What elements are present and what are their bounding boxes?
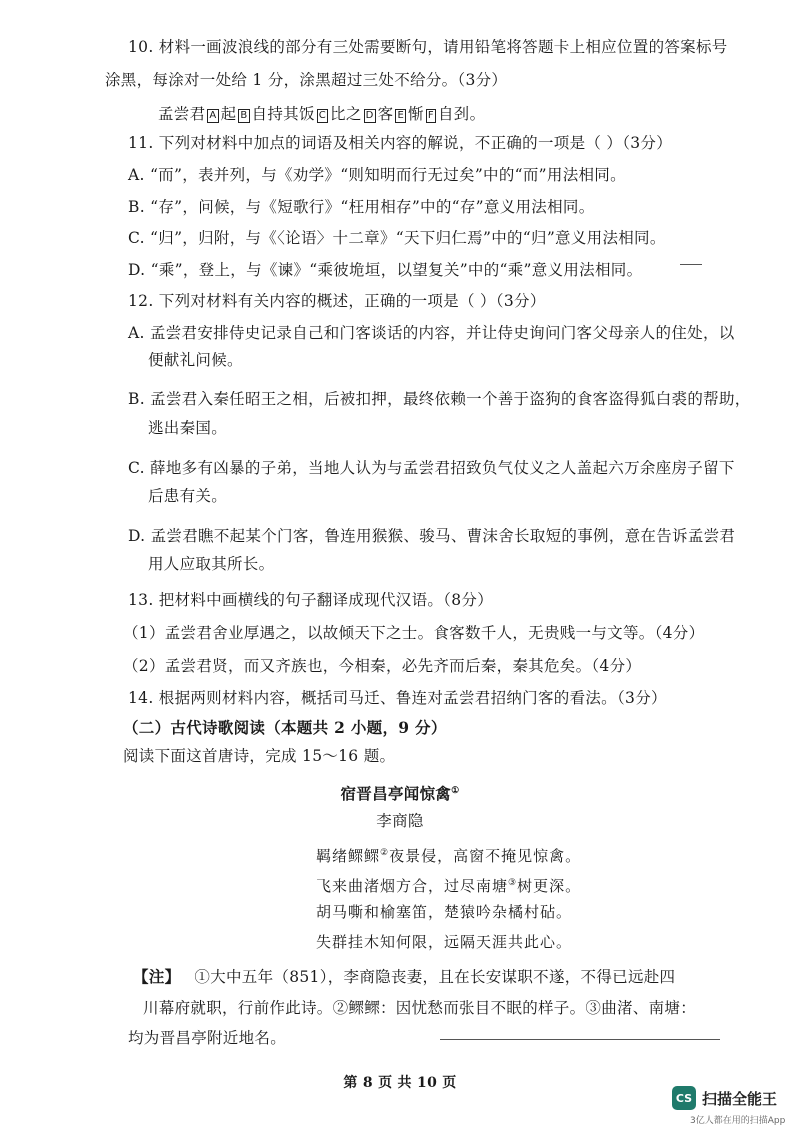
q11-stem: 11. 下列对材料中加点的词语及相关内容的解说，不正确的一项是（ ）（3分） bbox=[128, 134, 673, 152]
q10-seg: 比之 bbox=[330, 105, 362, 123]
note-line-1 bbox=[133, 966, 675, 988]
poem-text: 羁绪鳏鳏 bbox=[316, 847, 381, 865]
q10-seg: 惭 bbox=[408, 105, 424, 123]
note-line-3: 均为晋昌亭附近地名。 bbox=[128, 1029, 287, 1047]
q11-option-b: B. “存”，问候，与《短歌行》“枉用相存”中的“存”意义用法相同。 bbox=[128, 198, 595, 216]
q10-seg: 自刭。 bbox=[437, 105, 486, 123]
q10-line-2: 涂黑，每涂对一处给 1 分，涂黑超过三处不给分。（3分） bbox=[105, 71, 508, 89]
poem-text: 树更深。 bbox=[517, 877, 582, 895]
note-text: ①大中五年（851），李商隐丧妻，且在长安谋职不遂，不得已远赴四 bbox=[194, 968, 676, 986]
q12-option-c-line-2: 后患有关。 bbox=[148, 487, 228, 505]
q10-line-1: 10. 材料一画波浪线的部分有三处需要断句，请用铅笔将答题卡上相应位置的答案标号 bbox=[128, 38, 728, 56]
note-label: 【注】 bbox=[133, 967, 181, 986]
q12-option-b-line-1: B. 孟尝君入秦任昭王之相，后被扣押，最终依赖一个善于盗狗的食客盗得狐白裘的帮助， bbox=[128, 390, 751, 408]
poem-line-4: 失群挂木知何限，远隔天涯共此心。 bbox=[316, 933, 573, 951]
scanner-app-name: 扫描全能王 bbox=[702, 1089, 778, 1108]
q10-box-c: C bbox=[318, 110, 327, 121]
q10-seg: 起 bbox=[220, 105, 237, 123]
q13-sentence-1: （1）孟尝君舍业厚遇之，以故倾天下之士。食客数千人，无贵贱一与文等。（4分） bbox=[123, 624, 705, 642]
section-intro: 阅读下面这首唐诗，完成 15～16 题。 bbox=[123, 747, 396, 765]
q11-option-d: D. “乘”，登上，与《谏》“乘彼垝垣，以望复关”中的“乘”意义用法相同。 bbox=[128, 261, 643, 279]
poem-text: 飞来曲渚烟方合，过尽南塘 bbox=[316, 877, 509, 895]
note-line-2: 川幕府就职，行前作此诗。②鳏鳏：因忧愁而张目不眠的样子。③曲渚、南塘： bbox=[143, 999, 697, 1017]
poem-line-1 bbox=[316, 842, 581, 867]
q13-stem: 13. 把材料中画横线的句子翻译成现代汉语。（8分） bbox=[128, 591, 493, 609]
poem-author: 李商隐 bbox=[376, 812, 424, 830]
pencil-mark bbox=[680, 264, 702, 265]
page-number: 第 8 页 共 10 页 bbox=[343, 1075, 457, 1091]
q10-punctuation-sentence bbox=[158, 103, 485, 125]
q12-option-d-line-1: D. 孟尝君瞧不起某个门客，鲁连用猴猴、骏马、曹沫舍长取短的事例，意在告诉孟尝君 bbox=[128, 527, 736, 545]
poem-title-text: 宿晋昌亭闻惊禽 bbox=[340, 784, 452, 804]
poem-line-2 bbox=[316, 872, 581, 897]
section-heading: （二）古代诗歌阅读（本题共 2 小题，9 分） bbox=[123, 718, 447, 737]
q10-seg: 自持其饭 bbox=[251, 105, 315, 123]
q11-option-a: A. “而”，表并列，与《劝学》“则知明而行无过矣”中的“而”用法相同。 bbox=[128, 166, 626, 184]
q10-seg: 客 bbox=[377, 105, 394, 123]
pencil-scribble bbox=[440, 1039, 720, 1040]
q10-box-e: E bbox=[397, 110, 405, 121]
q10-box-b: B bbox=[240, 110, 248, 121]
scanner-logo bbox=[672, 1086, 777, 1110]
q14-stem: 14. 根据两则材料内容，概括司马迁、鲁连对孟尝君招纳门客的看法。（3分） bbox=[128, 689, 667, 707]
scanner-tagline: 3亿人都在用的扫描App bbox=[690, 1116, 786, 1126]
q12-option-b-line-2: 逃出秦国。 bbox=[148, 419, 228, 437]
poem-title bbox=[0, 780, 800, 805]
q10-seg: 孟尝君 bbox=[158, 105, 206, 123]
poem-note-mark: ③ bbox=[508, 878, 518, 888]
q12-option-c-line-1: C. 薛地多有凶暴的子弟，当地人认为与孟尝君招致负气仗义之人盖起六万余座房子留下 bbox=[128, 459, 735, 477]
q13-sentence-2: （2）孟尝君贤，而又齐族也，今相秦，必先齐而后秦，秦其危矣。（4分） bbox=[123, 657, 642, 675]
q10-box-a: A bbox=[209, 110, 217, 121]
q12-stem: 12. 下列对材料有关内容的概述，正确的一项是（ ）（3分） bbox=[128, 292, 546, 310]
poem-text: 夜景侵，高窗不掩见惊禽。 bbox=[389, 847, 582, 865]
q10-box-f: F bbox=[427, 110, 434, 121]
q11-option-c: C. “归”，归附，与《〈论语〉十二章》“天下归仁焉”中的“归”意义用法相同。 bbox=[128, 229, 666, 247]
q12-option-a-line-2: 便献礼问候。 bbox=[148, 351, 243, 369]
scanner-app-icon: CS bbox=[672, 1086, 696, 1110]
poem-line-3: 胡马嘶和榆塞笛，楚猿吟杂橘村砧。 bbox=[316, 903, 573, 921]
q12-option-d-line-2: 用人应取其所长。 bbox=[148, 555, 275, 573]
poem-title-note-mark: ① bbox=[451, 786, 460, 796]
poem-note-mark: ② bbox=[380, 848, 390, 858]
q10-box-d: D bbox=[365, 110, 374, 121]
q12-option-a-line-1: A. 孟尝君安排侍史记录自己和门客谈话的内容，并让侍史询问门客父母亲人的住处，以 bbox=[128, 324, 735, 342]
